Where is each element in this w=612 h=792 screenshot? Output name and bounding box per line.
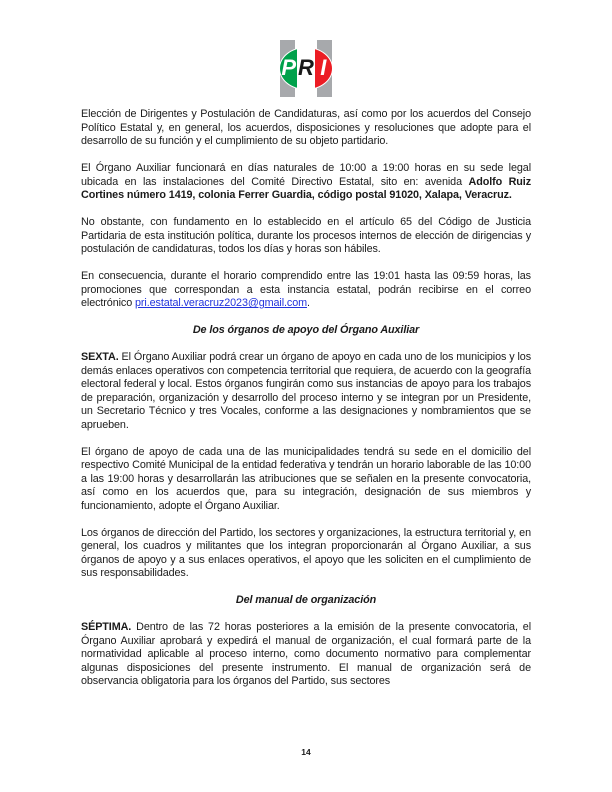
email-link[interactable]: pri.estatal.veracruz2023@gmail.com	[135, 297, 308, 309]
page-number: 14	[301, 747, 311, 757]
paragraph-municipalidades-text: El órgano de apoyo de cada una de las municipalidades tendrá su sede en el domicilio del respectivo Comité Municipal de la entidad federativa y tendrán un horario laborable de las 10:00 a las 19:00 horas y desarrollarán las atribuciones que se señalen en la presente convocatoria, así como en los acuerdos que, para su integración, designación de sus miembros y funcionamiento, adopte el Órgano Auxiliar.	[81, 445, 531, 512]
paragraph-schedule-address: Adolfo Ruiz Cortines número 1419, colonia Ferrer Guardia, código postal 91020, Xalapa, Veracruz.	[81, 175, 531, 201]
paragraph-article65	[81, 216, 531, 257]
paragraph-article65-text: No obstante, con fundamento en lo establecido en el artículo 65 del Código de Justicia Partidaria de esta institución política, durante los procesos internos de elección de dirigencias y postulación de candidaturas, todos los días y horas son hábiles.	[81, 216, 531, 255]
paragraph-schedule-text: El Órgano Auxiliar funcionará en días naturales de 10:00 a 19:00 horas en su sede legal ubicada en las instalaciones del Comité Directivo Estatal, sito en: avenida	[81, 162, 531, 188]
paragraph-septima-lead: SÉPTIMA.	[81, 621, 132, 633]
paragraph-septima-text: Dentro de las 72 horas posteriores a la emisión de la presente convocatoria, el Órgano Auxiliar aprobará y expedirá el manual de organización, el cual formará parte de la normatividad aplicable al proceso interno, como documento normativo para complementar algunas disposiciones del presente instrumento. El manual de organización será de observancia obligatoria para los órganos del Partido, sus sectores	[81, 621, 531, 687]
heading-organos-apoyo: De los órganos de apoyo del Órgano Auxiliar	[192, 324, 420, 336]
paragraph-sexta	[81, 351, 531, 432]
paragraph-intro	[81, 108, 531, 149]
paragraph-septima	[81, 621, 531, 689]
paragraph-email-period: .	[307, 297, 310, 309]
paragraph-intro-text: Elección de Dirigentes y Postulación de Candidaturas, así como por los acuerdos del Consejo Político Estatal y, en general, los acuerdos, disposiciones y resoluciones que adopte para el desarrollo de su función y el cumplimiento de su objeto partidario.	[81, 108, 531, 147]
document-body	[81, 108, 531, 702]
heading-manual-organizacion: Del manual de organización	[235, 594, 377, 606]
paragraph-schedule	[81, 162, 531, 203]
paragraph-municipalidades	[81, 446, 531, 514]
logo-letter-r: R	[298, 54, 314, 80]
paragraph-sexta-text: El Órgano Auxiliar podrá crear un órgano de apoyo en cada uno de los municipios y los demás enlaces operativos con competencia territorial que requiera, de acuerdo con la geografía electoral federal y local. Estos órganos fungirán como sus instancias de apoyo para los trabajos de preparación, organización y desarrollo del proceso interno y se integran por un Presidente, un Secretario Técnico y tres Vocales, conforme a las designaciones y nombramientos que se aprueben.	[81, 351, 531, 431]
paragraph-email-text: En consecuencia, durante el horario comprendido entre las 19:01 hasta las 09:59 horas, las promociones que correspondan a esta instancia estatal, podrán recibirse en el correo electrónico	[81, 270, 531, 309]
paragraph-direccion	[81, 527, 531, 581]
logo-white-stripe	[297, 48, 314, 89]
logo-letter-p: P	[281, 54, 296, 80]
paragraph-email	[81, 270, 531, 311]
logo-letter-i: I	[320, 54, 327, 80]
logo-circle	[279, 47, 333, 90]
paragraph-sexta-lead: SEXTA.	[81, 351, 119, 363]
paragraph-direccion-text: Los órganos de dirección del Partido, los sectores y organizaciones, la estructura territorial y, en general, los cuadros y militantes que los integran proporcionarán al Órgano Auxiliar, a sus órganos de apoyo y a sus enlaces operativos, el apoyo que les soliciten en el cumplimiento de sus responsabilidades.	[81, 526, 531, 579]
pri-logo	[279, 40, 333, 97]
